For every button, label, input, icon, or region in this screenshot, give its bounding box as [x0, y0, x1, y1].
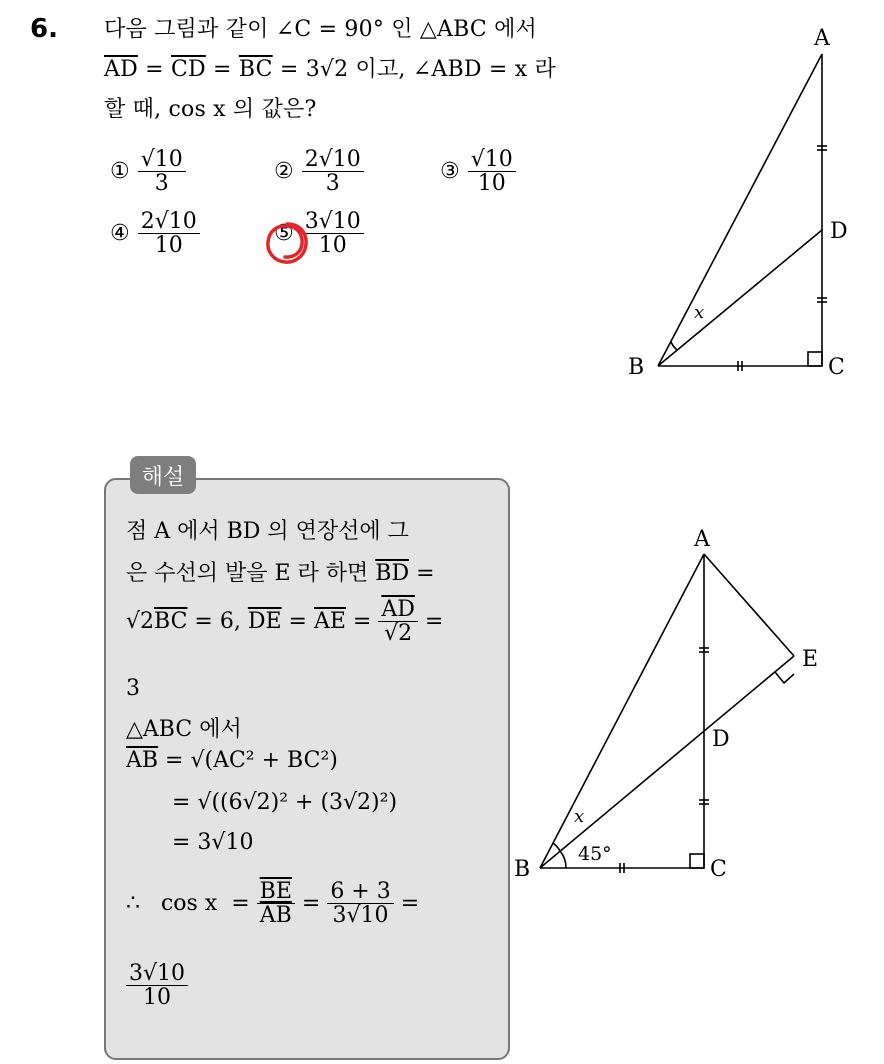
answer-circle-mark [262, 218, 312, 268]
question-number: 6. [30, 14, 58, 44]
denominator: AB [259, 903, 292, 929]
solution-line-9 [126, 880, 419, 927]
numerator: $\overline{BE}$ [257, 880, 295, 904]
label-45-degrees: 45° [578, 843, 612, 865]
question-line-3: 할 때, cos x 의 값은? [104, 97, 317, 122]
equals: = [409, 561, 435, 586]
choice-mark: ③ [440, 159, 460, 185]
label-a: A [814, 26, 830, 51]
denominator: √2 [384, 621, 413, 647]
figure-triangle-2 [510, 520, 884, 900]
solution-line-10 [126, 962, 188, 1009]
angle-45-arc [560, 851, 566, 868]
denominator: 10 [143, 985, 171, 1011]
denominator: 3 [154, 171, 169, 197]
choice-mark: ④ [110, 221, 130, 247]
numerator: 3√10 [302, 210, 364, 234]
segment-ab: $\overline{AB}$ [126, 748, 159, 773]
denominator: 3 [325, 171, 340, 197]
fraction-result [327, 880, 393, 927]
numerator: 6 + 3 [327, 880, 393, 904]
denominator: 3√10 [332, 903, 389, 929]
fraction-final [126, 962, 188, 1009]
equals: = [281, 609, 314, 635]
label-x: x [694, 302, 705, 323]
choice-3[interactable] [440, 148, 516, 195]
segment-be [540, 656, 794, 868]
right-angle-mark [808, 352, 822, 366]
right-angle-mark-e [775, 672, 794, 683]
segment-ad: $\overline{AD}$ [104, 57, 138, 82]
side-ab [658, 54, 822, 366]
solution-line-8: = 3√10 [172, 830, 254, 855]
segment-ae: $\overline{AE}$ [313, 609, 346, 635]
fraction-be-over-ab [257, 880, 295, 927]
equals: = [417, 609, 444, 635]
text: ∴ cos x = [126, 891, 257, 917]
right-angle-mark-c [690, 854, 704, 868]
label-c: C [828, 355, 845, 380]
segment-de: $\overline{DE}$ [247, 609, 282, 635]
text: 은 수선의 발을 E 라 하면 [126, 561, 376, 586]
choice-fraction [468, 148, 516, 195]
segment-bd: $\overline{BD}$ [375, 561, 410, 586]
equals: = [345, 609, 379, 635]
choice-mark: ⑤ [274, 221, 294, 247]
text: √2 [126, 609, 155, 635]
choice-2[interactable] [274, 148, 364, 195]
segment-ae [704, 554, 794, 656]
angle-x-arc [553, 843, 560, 851]
fraction-ad-over-root2 [378, 598, 418, 645]
denominator: 10 [154, 233, 183, 259]
numerator: 2√10 [302, 148, 364, 172]
equals: = [205, 57, 239, 82]
question-line-1: 다음 그림과 같이 ∠C = 90° 인 △ABC 에서 [104, 17, 537, 42]
label-e: E [802, 647, 819, 672]
solution-line-2 [126, 556, 435, 587]
numerator: $\overline{AD}$ [378, 598, 418, 622]
solution-line-7: = √((6√2)² + (3√2)²) [172, 790, 398, 815]
denominator: 10 [477, 171, 506, 197]
solution-line-6 [126, 748, 338, 773]
label-b: B [514, 857, 531, 882]
numerator: 3√10 [126, 962, 188, 986]
label-d: D [830, 219, 848, 244]
segment-bd [658, 230, 822, 366]
choice-1[interactable] [110, 148, 186, 195]
text: = 6, [187, 609, 248, 635]
solution-tag: 해설 [130, 456, 196, 494]
choice-4[interactable] [110, 210, 200, 257]
solution-line-4: 3 [126, 676, 140, 701]
solution-line-5: △ABC 에서 [126, 717, 242, 742]
numerator: 2√10 [138, 210, 200, 234]
label-d: D [712, 727, 730, 752]
label-c: C [710, 857, 727, 882]
angle-x-arc [671, 342, 677, 350]
question-line-2 [104, 52, 556, 83]
numerator: √10 [138, 148, 186, 172]
equals: = [393, 891, 420, 917]
equals: = [294, 891, 328, 917]
choice-mark: ② [274, 159, 294, 185]
side-ab [540, 554, 704, 868]
segment-bc: $\overline{BC}$ [154, 609, 188, 635]
numerator: √10 [468, 148, 516, 172]
solution-line-3 [126, 598, 443, 645]
choice-fraction [138, 210, 200, 257]
label-x: x [574, 806, 585, 827]
segment-cd: $\overline{CD}$ [170, 57, 206, 82]
text: = √(AC² + BC²) [158, 748, 338, 773]
label-a: A [694, 527, 710, 552]
label-b: B [628, 355, 645, 380]
choice-fraction [138, 148, 186, 195]
choice-fraction [302, 148, 364, 195]
choice-mark: ① [110, 159, 130, 185]
figure-triangle-1 [620, 20, 884, 390]
solution-line-1: 점 A 에서 BD 의 연장선에 그 [126, 519, 409, 544]
equals: = [137, 57, 171, 82]
question-line-2-rest: = 3√2 이고, ∠ABD = x 라 [272, 57, 557, 82]
denominator: 10 [318, 233, 347, 259]
segment-bc: $\overline{BC}$ [238, 57, 273, 82]
